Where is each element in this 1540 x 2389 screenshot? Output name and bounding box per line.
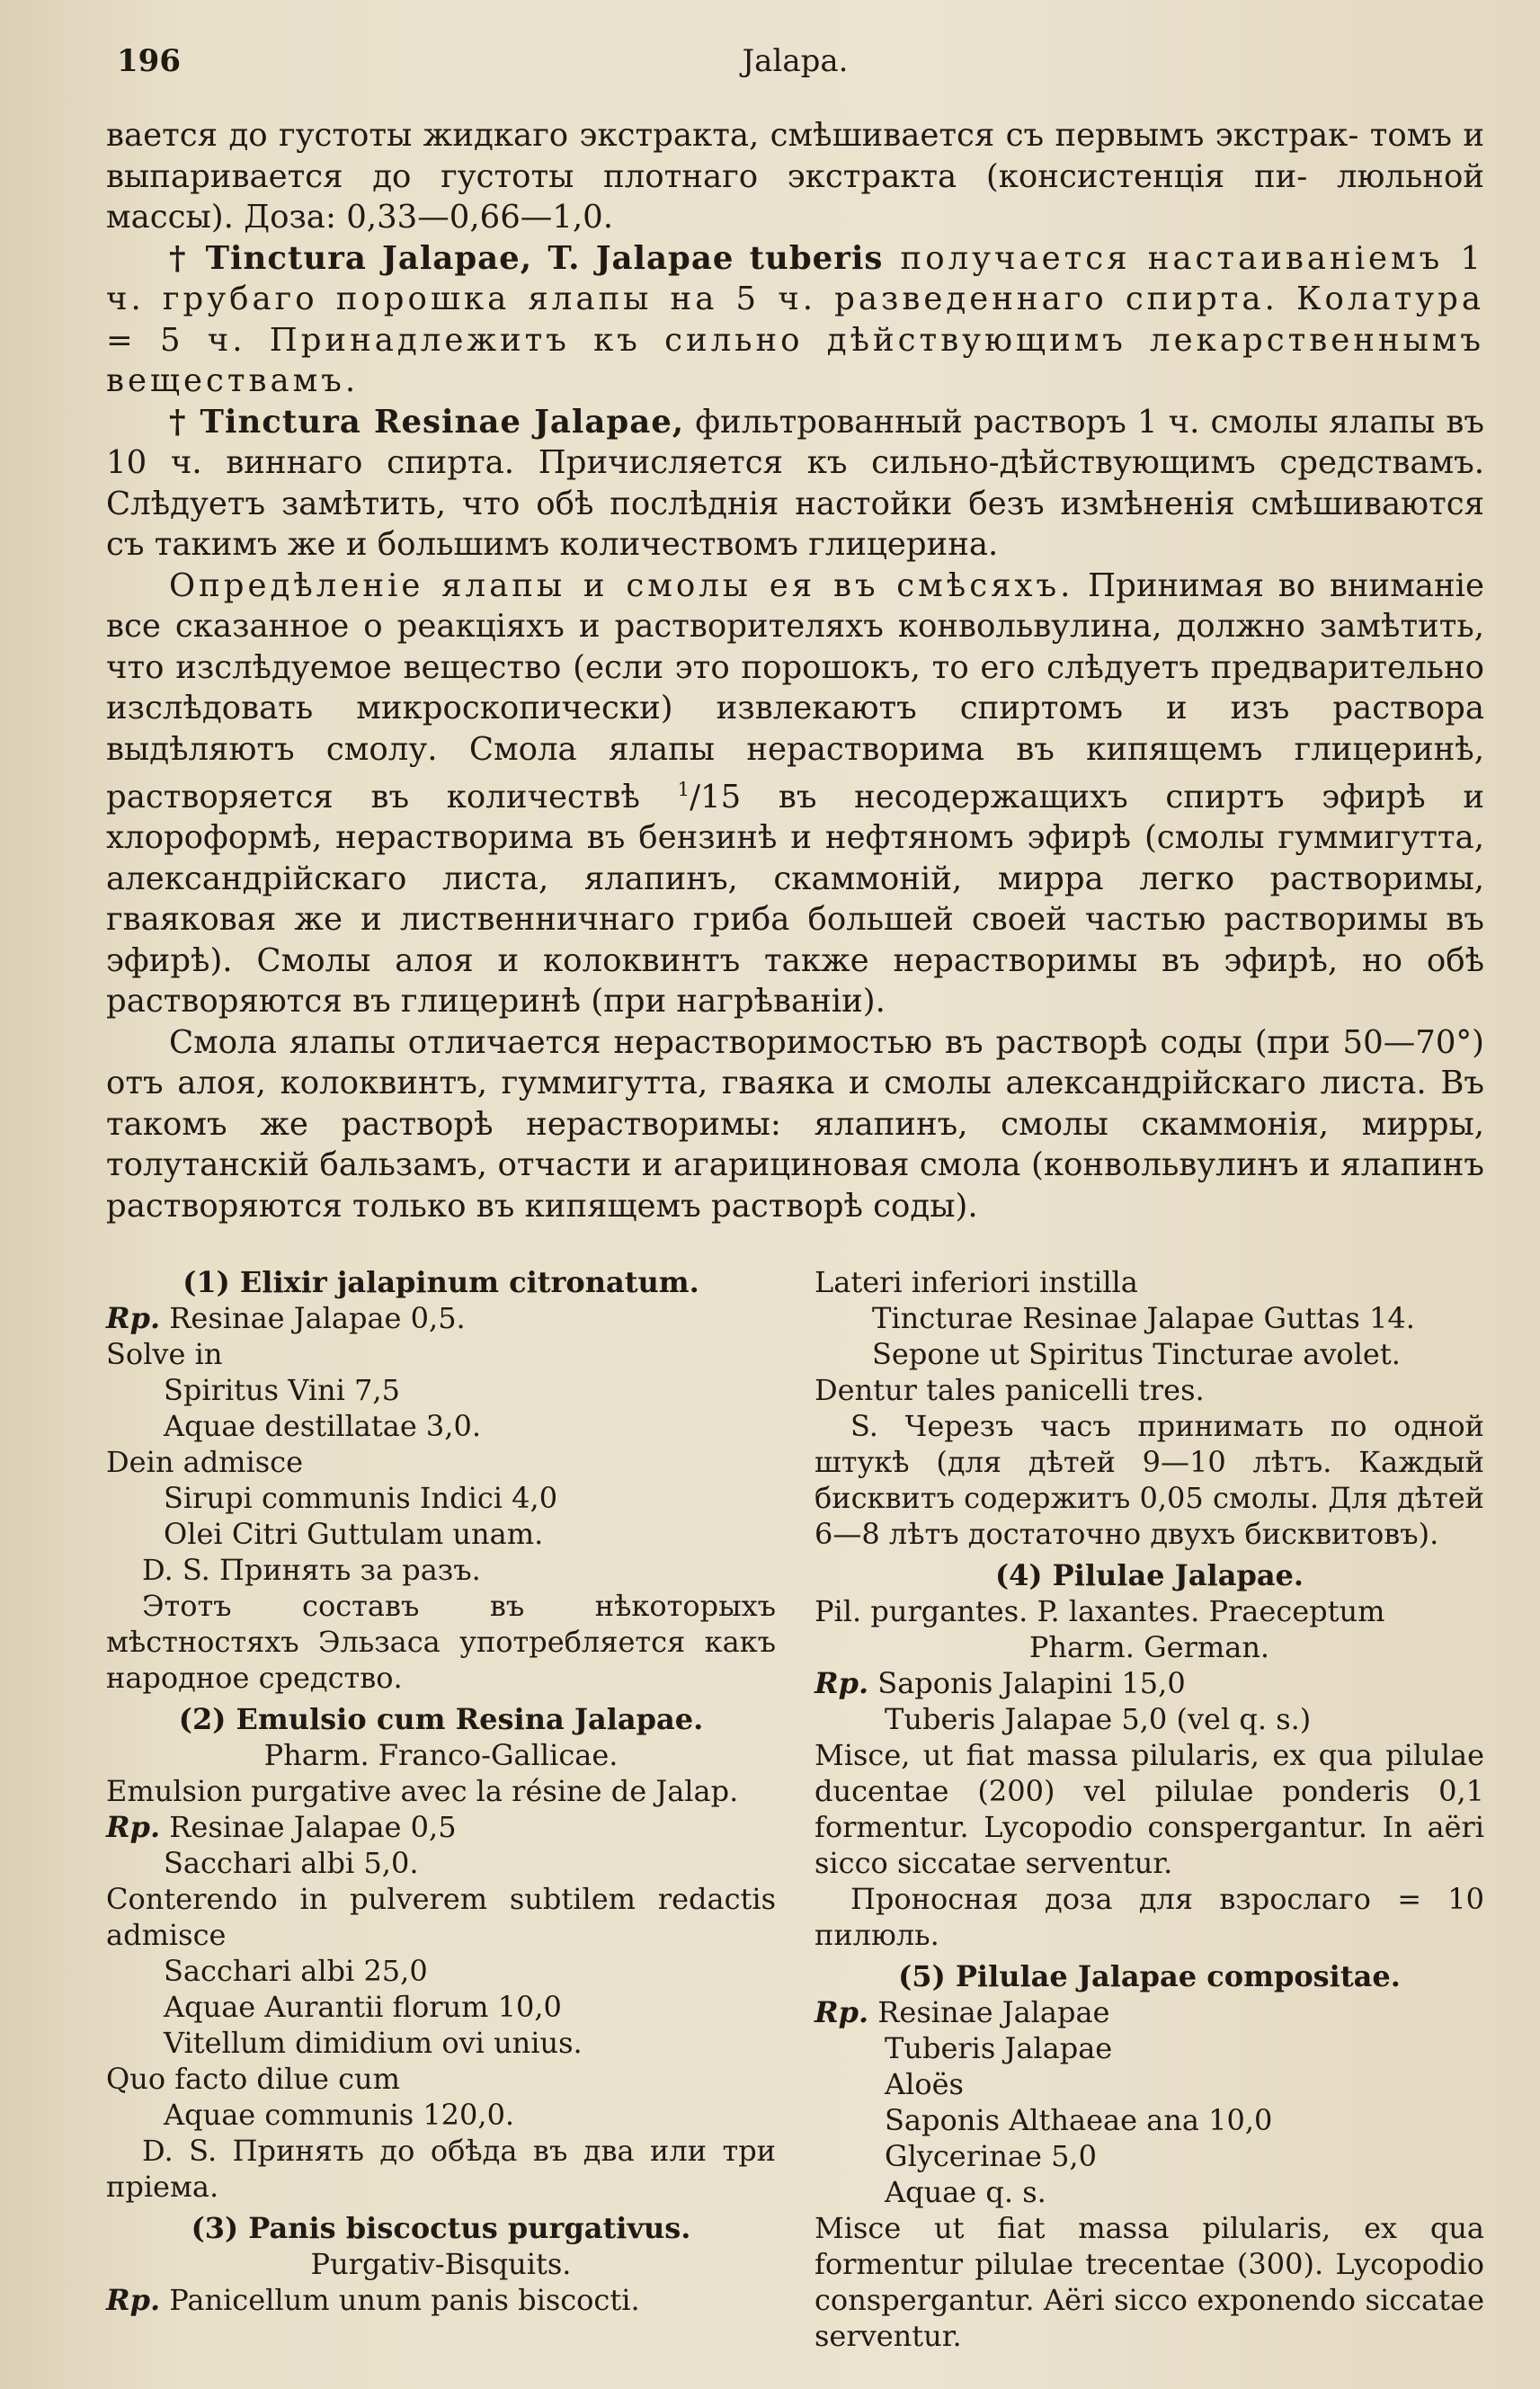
recipe-note: Проносная доза для взрослаго = 10 пилюль. (815, 1882, 1484, 1953)
recipe-line: Quo facto dilue cum (106, 2062, 400, 2097)
recipe-line: Tincturae Resinae Jalapae Guttas 14. (872, 1301, 1415, 1336)
recipe-title: (1) Elixir jalapinum citronatum. (182, 1265, 699, 1300)
left-column (106, 1264, 776, 2354)
paragraph-determination (106, 566, 1484, 1022)
rp-mark: Rp. (815, 1995, 869, 2030)
recipe-line: Spiritus Vini 7,5 (164, 1373, 400, 1408)
recipe-line: D. S. Принять за разъ. (142, 1553, 481, 1588)
recipe-line: Emulsion purgative avec la résine de Jalap. (106, 1774, 739, 1809)
paragraph-tinctura-resinae (106, 402, 1484, 566)
recipe-subtitle: Purgativ-Bisquits. (310, 2247, 572, 2282)
recipe-line: Dentur tales panicelli tres. (815, 1373, 1205, 1408)
recipe-line: Sepone ut Spiritus Tincturae avolet. (872, 1337, 1401, 1372)
recipe-line: Tuberis Jalapae 5,0 (vel q. s.) (885, 1702, 1312, 1737)
right-column (815, 1264, 1484, 2354)
recipe-line (106, 1300, 776, 1336)
recipe-line: Misce ut fiat massa pilularis, ex qua formentur pilulae trecentae (300). Lycopodio conspergantur. Aëri sicco exponendo siccatae serventur. (815, 2211, 1484, 2354)
recipe-text: Panicellum unum panis biscocti. (160, 2283, 640, 2318)
recipe-note: Этотъ составъ въ нѣкоторыхъ мѣстностяхъ Эльзаса употребляется какъ народное средство. (106, 1589, 776, 1696)
recipe-line: Sacchari albi 5,0. (164, 1846, 419, 1881)
recipe-line: Lateri inferiori instilla (815, 1265, 1138, 1300)
recipe-line: Aloës (885, 2067, 964, 2102)
recipe-line: Aquae destillatae 3,0. (164, 1409, 481, 1444)
recipe-text: Resinae Jalapae (868, 1995, 1110, 2030)
section-heading: Опредѣленіе ялапы и смолы ея въ смѣсяхъ. (169, 566, 1074, 604)
fraction-denominator: /15 (690, 778, 742, 816)
page-header (106, 43, 1484, 97)
recipe-line: Pil. purgantes. P. laxantes. Praeceptum (815, 1594, 1385, 1629)
recipe-text: Resinae Jalapae 0,5 (160, 1810, 457, 1845)
rp-mark: Rp. (815, 1666, 869, 1701)
recipe-text: Saponis Jalapini 15,0 (868, 1666, 1186, 1701)
recipe-line: Aquae Aurantii florum 10,0 (164, 1990, 562, 2025)
recipe-subtitle: Pharm. Franco-Gallicae. (263, 1738, 619, 1773)
recipe-line: Misce, ut fiat massa pilularis, ex qua pilulae ducentae (200) vel pilulae ponderis 0,1 formentur. Lycopodio conspergantur. In aëri sicco siccatae serventur. (815, 1738, 1484, 1881)
recipe-line: Vitellum dimidium ovi unius. (164, 2026, 583, 2061)
running-title: Jalapa. (742, 43, 849, 79)
text-line: томъ и выпаривается до густоты плотнаго экстракта (консистенція пи- (106, 117, 1484, 195)
recipe-line (815, 1994, 1484, 2030)
recipe-line: Glycerinae 5,0 (885, 2139, 1097, 2174)
recipe-note: S. Черезъ часъ принимать по одной штукѣ (для дѣтей 9—10 лѣтъ. Каждый бисквитъ содержитъ 0,05 смолы. Для дѣтей 6—8 лѣтъ достаточно двухъ бисквитовъ). (815, 1409, 1484, 1552)
paragraph-text: въ несодержащихъ спиртъ эфирѣ и хлороформѣ, нерастворима въ бензинѣ и нефтяномъ эфирѣ (смолы гуммигутта, александрійскаго листа, ялапинъ, скаммоній, мирра легко растворимы, гваяковая же и лиственничнаго гриба большей своей частью растворимы въ эфирѣ). Смолы алоя и колоквинтъ также нерастворимы въ эфирѣ, но обѣ растворяются въ глицеринѣ (при нагрѣваніи). (106, 778, 1484, 1021)
paragraph-soda-test: Смола ялапы отличается нерастворимостью въ растворѣ соды (при 50—70°) отъ алоя, колоквинтъ, гуммигутта, гваяка и смолы александрійскаго листа. Въ такомъ же растворѣ нерастворимы: ялапинъ, смолы скаммонія, мирры, толутанскій бальзамъ, отчасти и агарициновая смола (конвольвулинъ и ялапинъ растворяются только въ кипящемъ растворѣ соды). (106, 1023, 1484, 1225)
recipe-line: Dein admisce (106, 1445, 304, 1480)
recipe-subtitle: Pharm. German. (1028, 1630, 1270, 1665)
recipe-line: Tuberis Jalapae (885, 2031, 1113, 2066)
recipe-line: Aquae communis 120,0. (164, 2098, 515, 2133)
recipe-line: Sirupi communis Indici 4,0 (164, 1481, 558, 1516)
term-heading: † Tinctura Jalapae, T. Jalapae tuberis (169, 239, 884, 277)
recipe-line (815, 1665, 1484, 1701)
text-line: вается до густоты жидкаго экстракта, смѣшивается съ первымъ экстрак- (106, 117, 1359, 154)
paragraph-text: фильтрованный растворъ 1 ч. смолы ялапы въ 10 ч. виннаго спирта. Причисляется къ сильно-дѣйствующимъ средствамъ. Слѣдуетъ замѣтить, что обѣ послѣднія настойки безъ измѣненія смѣшиваются съ такимъ же и большимъ количествомъ глицерина. (106, 403, 1484, 563)
recipe-line (106, 1809, 776, 1845)
text-line: люльной массы). Доза: 0,33—0,66—1,0. (106, 157, 1485, 236)
recipe-line: Sacchari albi 25,0 (164, 1954, 428, 1989)
recipe-line: Saponis Althaeae ana 10,0 (885, 2103, 1273, 2138)
recipe-line: Olei Citri Guttulam unam. (164, 1517, 544, 1552)
paragraph-text: Принимая во вниманіе все сказанное о реакціяхъ и растворителяхъ конвольвулина, должно замѣтить, что изслѣдуемое вещество (если это порошокъ, то его слѣдуетъ предварительно изслѣдовать микроскопически) извлекаютъ спиртомъ и изъ раствора выдѣляютъ смолу. Смола ялапы нерастворима въ кипящемъ глицеринѣ, растворяется въ количествѣ (106, 566, 1484, 816)
recipe-text: Resinae Jalapae 0,5. (160, 1301, 466, 1336)
rp-mark: Rp. (106, 1301, 161, 1336)
recipe-columns (106, 1264, 1484, 2354)
recipe-title: (5) Pilulae Jalapae compositae. (898, 1959, 1401, 1994)
page-number: 196 (117, 43, 181, 79)
recipe-title: (3) Panis biscoctus purgativus. (191, 2211, 691, 2246)
paragraph-1 (106, 115, 1484, 238)
recipe-title: (2) Emulsio cum Resina Jalapae. (178, 1702, 704, 1737)
rp-mark: Rp. (106, 2283, 161, 2318)
recipe-title: (4) Pilulae Jalapae. (994, 1558, 1304, 1593)
recipe-line: Aquae q. s. (885, 2175, 1046, 2210)
recipe-line: Solve in (106, 1337, 223, 1372)
paragraph-tinctura-jalapae (106, 238, 1484, 402)
paragraph-text: получается настаиваніемъ 1 ч. грубаго порошка ялапы на 5 ч. разведеннаго спирта. Колатура = 5 ч. Принадлежитъ къ сильно дѣйствующимъ лекарственнымъ веществамъ. (106, 239, 1484, 399)
recipe-line (106, 2282, 776, 2318)
rp-mark: Rp. (106, 1810, 161, 1845)
recipe-line: D. S. Принять до обѣда въ два или три пріема. (106, 2134, 776, 2205)
fraction-numerator: 1 (677, 779, 690, 801)
main-text (106, 115, 1484, 1226)
recipe-line: Conterendo in pulverem subtilem redactis admisce (106, 1882, 776, 1953)
term-heading: † Tinctura Resinae Jalapae, (169, 403, 685, 441)
